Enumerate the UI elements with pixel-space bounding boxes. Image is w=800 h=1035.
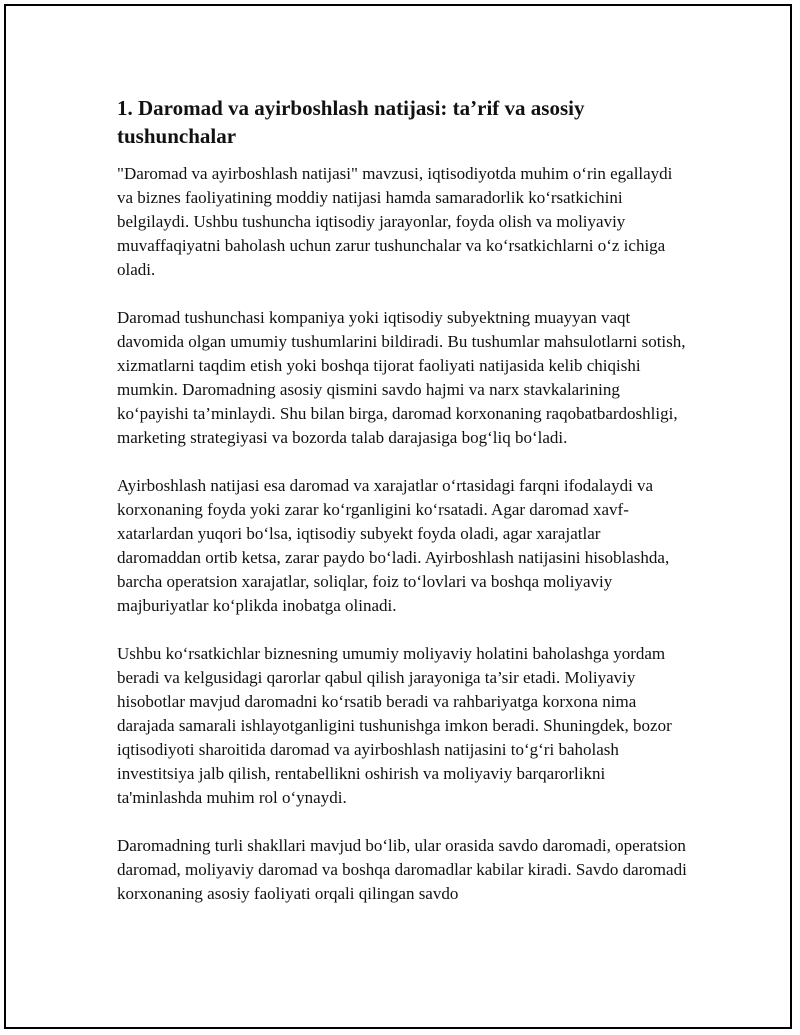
section-heading: 1. Daromad va ayirboshlash natijasi: ta’rif va asosiy tushunchalar xyxy=(117,96,585,148)
paragraph-income-definition: Daromad tushunchasi kompaniya yoki iqtisodiy subyektning muayyan vaqt davomida olgan umumiy tushumlarini bildiradi. Bu tushumlar mahsulotlarni sotish, xizmatlarni taqdim etish yoki boshqa tijorat faoliyati natijasida kelib chiqishi mumkin. Daromadning asosiy qismini savdo hajmi va narx stavkalarining koʻpayishi ta’minlaydi. Shu bilan birga, daromad korxonaning raqobatbardoshligi, marketing strategiyasi va bozorda talab darajasiga bogʻliq boʻladi. xyxy=(117,308,686,447)
paragraph-indicators: Ushbu koʻrsatkichlar biznesning umumiy moliyaviy holatini baholashga yordam beradi va kelgusidagi qarorlar qabul qilish jarayoniga ta’sir etadi. Moliyaviy hisobotlar mavjud daromadni koʻrsatib beradi va rahbariyatga korxona nima darajada samarali ishlayotganligini tushunishga imkon beradi. Shuningdek, bozor iqtisodiyoti sharoitida daromad va ayirboshlash natijasini toʻgʻri baholash investitsiya jalb qilish, rentabellikni oshirish va moliyaviy barqarorlikni ta'minlashda muhim rol oʻynaydi. xyxy=(117,644,672,807)
paragraph-income-types: Daromadning turli shakllari mavjud boʻlib, ular orasida savdo daromadi, operatsion daromad, moliyaviy daromad va boshqa daromadlar kabilar kiradi. Savdo daromadi korxonaning asosiy faoliyati orqali qilingan savdo xyxy=(117,836,687,903)
document-body xyxy=(117,94,687,930)
paragraph-intro: "Daromad va ayirboshlash natijasi" mavzusi, iqtisodiyotda muhim oʻrin egallaydi va biznes faoliyatining moddiy natijasi hamda samaradorlik koʻrsatkichini belgilaydi. Ushbu tushuncha iqtisodiy jarayonlar, foyda olish va moliyaviy muvaffaqiyatni baholash uchun zarur tushunchalar va koʻrsatkichlarni oʻz ichiga oladi. xyxy=(117,164,673,279)
paragraph-exchange-result: Ayirboshlash natijasi esa daromad va xarajatlar oʻrtasidagi farqni ifodalaydi va korxonaning foyda yoki zarar koʻrganligini koʻrsatadi. Agar daromad xavf-xatarlardan yuqori boʻlsa, iqtisodiy subyekt foyda oladi, agar xarajatlar daromaddan ortib ketsa, zarar paydo boʻladi. Ayirboshlash natijasini hisoblashda, barcha operatsion xarajatlar, soliqlar, foiz toʻlovlari va boshqa moliyaviy majburiyatlar koʻplikda inobatga olinadi. xyxy=(117,476,670,615)
